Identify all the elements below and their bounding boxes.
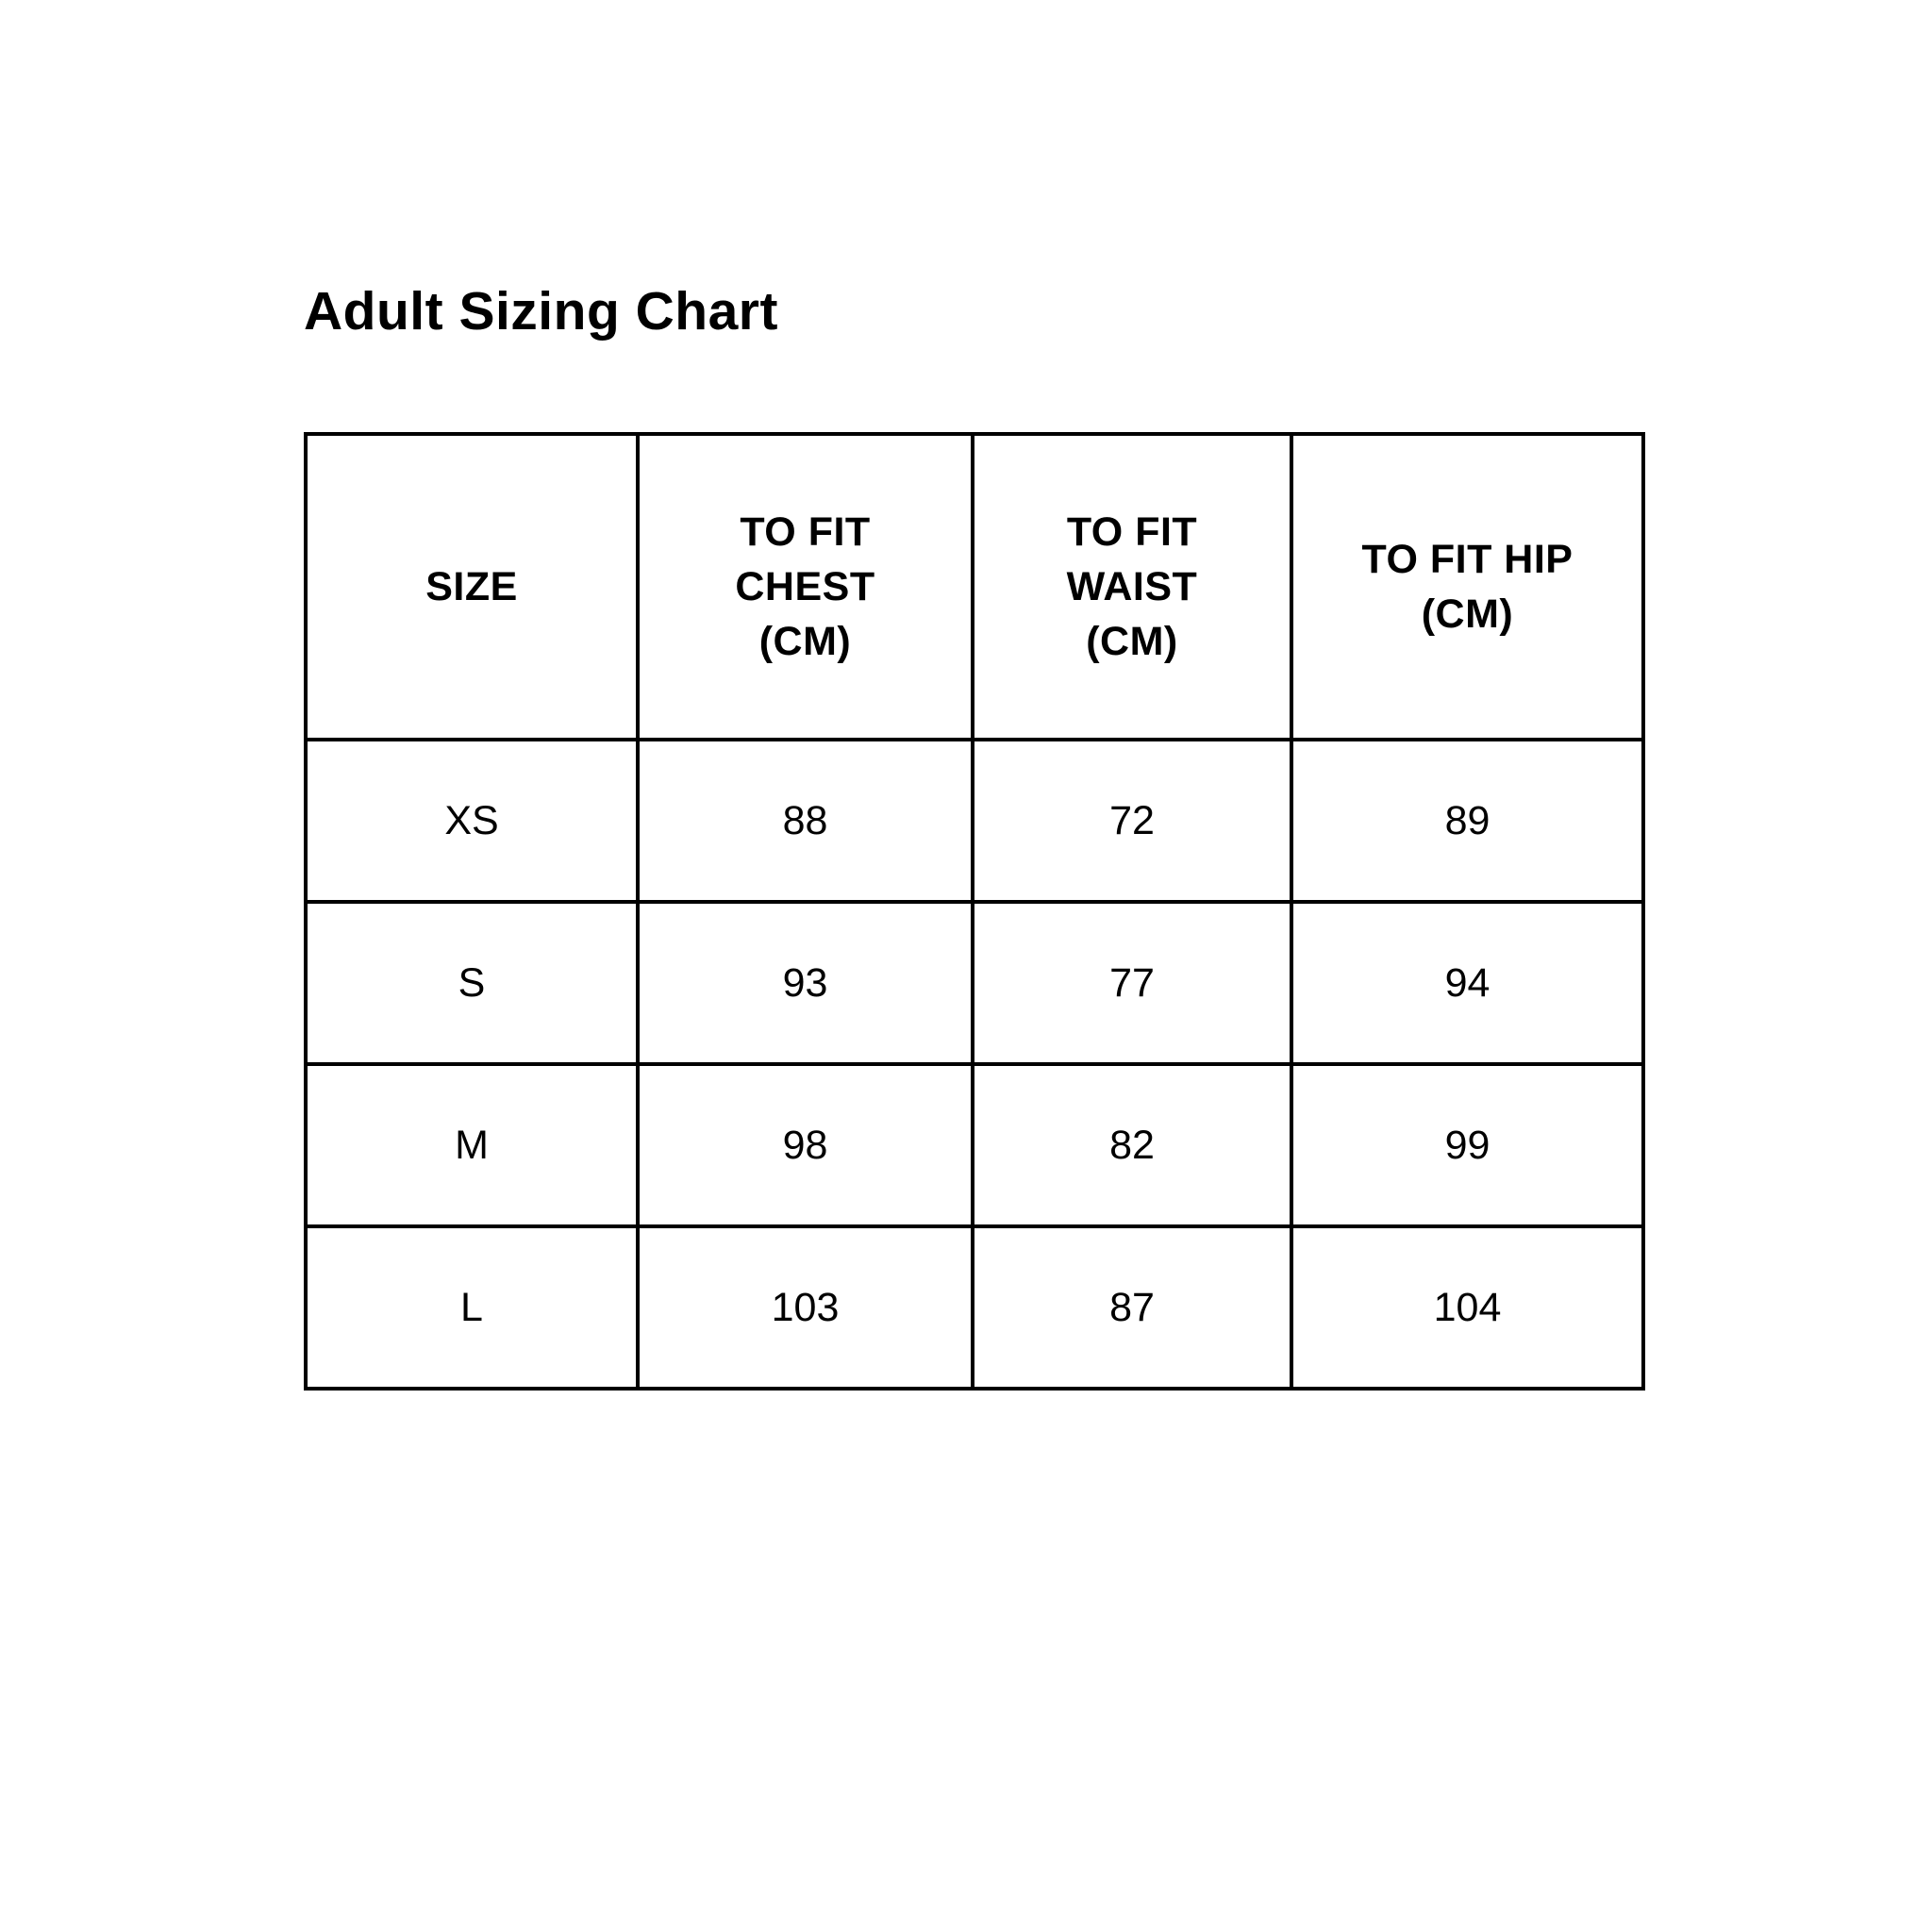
table-row: [306, 1226, 1643, 1389]
cell-chest: 88: [638, 740, 973, 902]
table-row: [306, 902, 1643, 1064]
cell-size: M: [306, 1064, 638, 1226]
cell-chest: 98: [638, 1064, 973, 1226]
page-title: Adult Sizing Chart: [304, 281, 778, 341]
cell-size: L: [306, 1226, 638, 1389]
cell-chest: 103: [638, 1226, 973, 1389]
cell-waist: 82: [973, 1064, 1291, 1226]
cell-hip: 89: [1291, 740, 1643, 902]
column-header-hip-line-2: (CM): [1421, 591, 1514, 637]
column-header-waist-line-3: (CM): [1086, 619, 1178, 665]
cell-size: XS: [306, 740, 638, 902]
column-header-waist-line-2: WAIST: [1066, 563, 1198, 609]
sizing-table-container: [304, 432, 1641, 1391]
cell-waist: 77: [973, 902, 1291, 1064]
cell-hip: 104: [1291, 1226, 1643, 1389]
cell-hip: 99: [1291, 1064, 1643, 1226]
cell-chest: 93: [638, 902, 973, 1064]
table-row: [306, 740, 1643, 902]
column-header-chest-line-3: (CM): [758, 619, 852, 665]
column-header-size: [306, 434, 638, 740]
column-header-chest-line-1: TO FIT: [740, 508, 871, 555]
column-header-hip-line-1: TO FIT HIP: [1361, 536, 1574, 582]
column-header-waist: [973, 434, 1291, 740]
cell-waist: 87: [973, 1226, 1291, 1389]
cell-size: S: [306, 902, 638, 1064]
table-header-row: [306, 434, 1643, 740]
column-header-waist-line-1: TO FIT: [1066, 508, 1198, 555]
column-header-chest: [638, 434, 973, 740]
cell-hip: 94: [1291, 902, 1643, 1064]
cell-waist: 72: [973, 740, 1291, 902]
adult-sizing-table: [304, 432, 1645, 1391]
table-row: [306, 1064, 1643, 1226]
column-header-hip: [1291, 434, 1643, 740]
column-header-size-line-1: SIZE: [425, 563, 518, 609]
column-header-chest-line-2: CHEST: [735, 563, 875, 609]
